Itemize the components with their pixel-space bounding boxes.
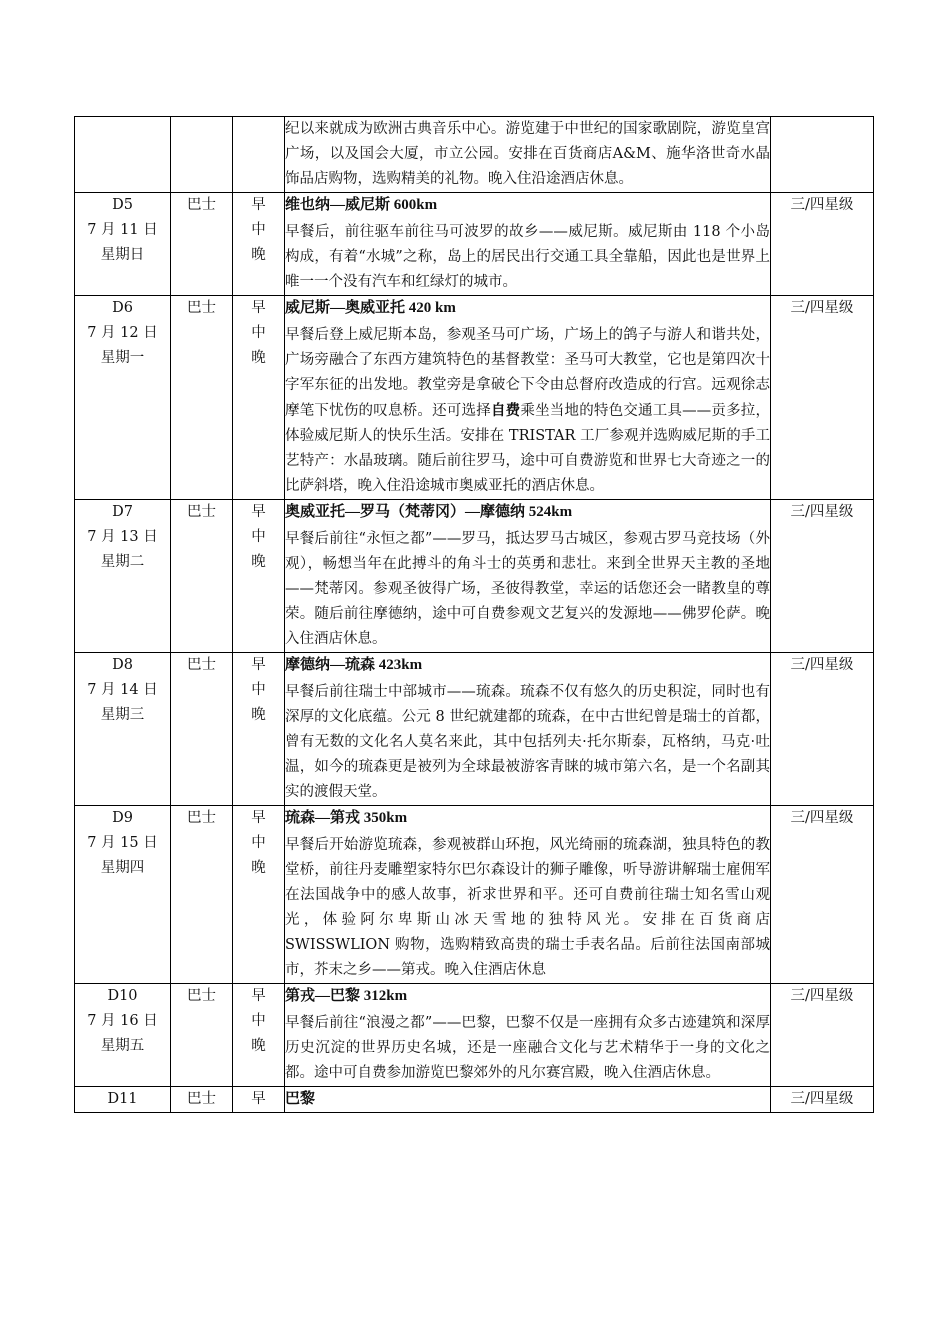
day-description: 早餐后前往瑞士中部城市——琉森。琉森不仅有悠久的历史积淀，同时也有深厚的文化底蕴。公元 8 世纪就建都的琉森，在中古世纪曾是瑞士的首都，曾有无数的文化名人莫名来此，其中包括列夫·托尔斯泰，瓦格纳，马克·吐温，如今的琉森更是被列为全球最被游客青睐的城市第六名，是一个名副其实的渡假天堂。 [285, 684, 770, 800]
transport-cell: 巴士 [171, 984, 233, 1087]
description-cell [285, 984, 771, 1087]
hotel-cell: 三/四星级 [771, 296, 874, 500]
hotel-cell: 三/四星级 [771, 984, 874, 1087]
day-date: 7 月 16 日 [87, 1013, 158, 1029]
meal-dinner: 晚 [251, 554, 266, 570]
table-row [75, 500, 874, 653]
description-cell [285, 296, 771, 500]
route-title: 巴黎 [285, 1091, 316, 1107]
meal-breakfast: 早 [251, 504, 266, 520]
meal-breakfast: 早 [251, 657, 266, 673]
table-row [75, 806, 874, 984]
hotel-cell [771, 117, 874, 193]
route-title: 奥威亚托—罗马（梵蒂冈）—摩德纳 524km [285, 504, 573, 520]
meals-cell [233, 653, 285, 806]
day-date: 7 月 14 日 [87, 682, 158, 698]
table-row [75, 296, 874, 500]
meal-breakfast: 早 [251, 300, 266, 316]
description-cell [285, 500, 771, 653]
meals-cell [233, 296, 285, 500]
itinerary-table [74, 116, 874, 1113]
day-cell [75, 984, 171, 1087]
transport-cell: 巴士 [171, 296, 233, 500]
day-date: 7 月 15 日 [87, 835, 158, 851]
day-cell [75, 500, 171, 653]
meals-cell [233, 500, 285, 653]
day-description [285, 323, 770, 499]
transport-cell: 巴士 [171, 1087, 233, 1113]
route-title: 琉森—第戎 350km [285, 810, 408, 826]
meal-lunch: 中 [251, 529, 266, 545]
meal-dinner: 晚 [251, 860, 266, 876]
meals-cell [233, 117, 285, 193]
day-number: D9 [112, 810, 133, 826]
meal-lunch: 中 [251, 682, 266, 698]
day-description: 早餐后开始游览琉森，参观被群山环抱，风光绮丽的琉森湖，独具特色的教堂桥，前往丹麦雕塑家特尔巴尔森设计的狮子雕像，听导游讲解瑞士雇佣军在法国战争中的感人故事，祈求世界和平。还可自费前往瑞士知名雪山观光，体验阿尔卑斯山冰天雪地的独特风光。安排在百货商店 SWISSWLION 购物，选购精致高贵的瑞士手表名品。后前往法国南部城市，芥末之乡——第戎。晚入住酒店休息 [285, 837, 770, 978]
day-cell [75, 1087, 171, 1113]
meal-breakfast: 早 [251, 1091, 266, 1107]
day-cell [75, 193, 171, 296]
route-title: 第戎—巴黎 312km [285, 988, 408, 1004]
hotel-cell: 三/四星级 [771, 653, 874, 806]
day-weekday: 星期日 [100, 247, 145, 263]
description-cell [285, 193, 771, 296]
meals-cell [233, 1087, 285, 1113]
meal-dinner: 晚 [251, 707, 266, 723]
description-text: 乘坐当地的特色交通工具——贡多拉，体验威尼斯人的快乐生活。安排在 TRISTAR 工厂参观并选购威尼斯的手工艺特产：水晶玻璃。随后前往罗马，途中可自费游览和世界七大奇迹之一的比萨斜塔，晚入住沿途城市奥威亚托的酒店休息。 [285, 403, 771, 494]
route-title: 威尼斯—奥威亚托 420 km [285, 300, 456, 316]
meal-lunch: 中 [251, 222, 266, 238]
day-date: 7 月 11 日 [87, 222, 158, 238]
day-cell [75, 653, 171, 806]
meal-breakfast: 早 [251, 810, 266, 826]
day-number: D10 [107, 988, 138, 1004]
route-title: 维也纳—威尼斯 600km [285, 197, 438, 213]
transport-cell [171, 117, 233, 193]
meals-cell [233, 984, 285, 1087]
transport-cell: 巴士 [171, 193, 233, 296]
day-weekday: 星期五 [100, 1038, 145, 1054]
day-description: 早餐后前往“浪漫之都”——巴黎，巴黎不仅是一座拥有众多古迹建筑和深厚历史沉淀的世界历史名城，还是一座融合文化与艺术精华于一身的文化之都。途中可自费参加游览巴黎郊外的凡尔赛宫殿，晚入住酒店休息。 [285, 1015, 770, 1081]
day-number: D11 [107, 1091, 138, 1107]
table-row [75, 653, 874, 806]
transport-cell: 巴士 [171, 806, 233, 984]
meal-lunch: 中 [251, 1013, 266, 1029]
day-weekday: 星期三 [100, 707, 145, 723]
self-pay-highlight: 自费 [490, 402, 521, 419]
meal-dinner: 晚 [251, 1038, 266, 1054]
table-row [75, 984, 874, 1087]
itinerary-document [74, 116, 874, 1113]
table-row [75, 193, 874, 296]
meal-dinner: 晚 [251, 350, 266, 366]
day-date: 7 月 13 日 [87, 529, 158, 545]
day-number: D8 [112, 657, 133, 673]
meal-breakfast: 早 [251, 197, 266, 213]
day-weekday: 星期二 [100, 554, 145, 570]
day-weekday: 星期一 [100, 350, 145, 366]
description-cell [285, 1087, 771, 1113]
hotel-cell: 三/四星级 [771, 193, 874, 296]
meal-dinner: 晚 [251, 247, 266, 263]
hotel-cell: 三/四星级 [771, 500, 874, 653]
day-weekday: 星期四 [100, 860, 145, 876]
day-cell [75, 117, 171, 193]
day-number: D7 [112, 504, 133, 520]
description-text: 早餐后登上威尼斯本岛，参观圣马可广场，广场上的鸽子与游人和谐共处，广场旁融合了东西方建筑特色的基督教堂：圣马可大教堂，它也是第四次十字军东征的出发地。教堂旁是拿破仑下令由总督府改造成的行宫。远观徐志摩笔下忧伤的叹息桥。还可选择 [285, 327, 770, 419]
table-row [75, 1087, 874, 1113]
day-number: D6 [112, 300, 133, 316]
meal-lunch: 中 [251, 835, 266, 851]
description-cell [285, 653, 771, 806]
day-date: 7 月 12 日 [87, 325, 158, 341]
route-title: 摩德纳—琉森 423km [285, 657, 423, 673]
transport-cell: 巴士 [171, 653, 233, 806]
hotel-cell: 三/四星级 [771, 806, 874, 984]
day-description: 早餐后，前往驱车前往马可波罗的故乡——威尼斯。威尼斯由 118 个小岛构成，有着“水城”之称，岛上的居民出行交通工具全靠船，因此也是世界上唯一一个没有汽车和红绿灯的城市。 [285, 224, 770, 290]
hotel-cell: 三/四星级 [771, 1087, 874, 1113]
transport-cell: 巴士 [171, 500, 233, 653]
meals-cell [233, 193, 285, 296]
day-cell [75, 806, 171, 984]
description-cell [285, 806, 771, 984]
meal-breakfast: 早 [251, 988, 266, 1004]
meal-lunch: 中 [251, 325, 266, 341]
day-cell [75, 296, 171, 500]
day-description: 早餐后前往“永恒之都”——罗马，抵达罗马古城区，参观古罗马竞技场（外观），畅想当年在此搏斗的角斗士的英勇和悲壮。来到全世界天主教的圣地——梵蒂冈。参观圣彼得广场，圣彼得教堂，幸运的话您还会一睹教皇的尊荣。随后前往摩德纳，途中可自费参观文艺复兴的发源地——佛罗伦萨。晚入住酒店休息。 [285, 531, 770, 647]
day-number: D5 [112, 197, 133, 213]
meals-cell [233, 806, 285, 984]
day-description: 纪以来就成为欧洲古典音乐中心。游览建于中世纪的国家歌剧院，游览皇宫广场，以及国会大厦，市立公园。安排在百货商店A&M、施华洛世奇水晶饰品店购物，选购精美的礼物。晚入住沿途酒店休息。 [285, 121, 770, 187]
table-row [75, 117, 874, 193]
description-cell [285, 117, 771, 193]
